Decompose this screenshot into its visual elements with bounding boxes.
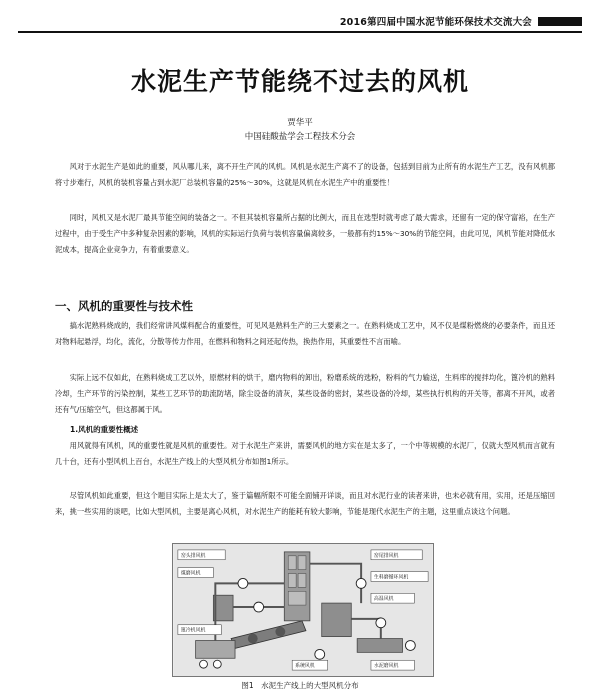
fan-raw-mill bbox=[376, 618, 386, 628]
intro-paragraph-2: 同时，风机又是水泥厂最具节能空间的装备之一。不但其装机容量所占据的比例大，而且在选型时就考虑了最大需求，还留有一定的保守富裕，在生产过程中，由于受生产中多种复杂因素的影响，风机的实际运行负荷与装机容量偏离较多，一般都有约15%～30%的节能空间，由此可见，风机节能对降低水泥成本，提高企业竞争力，有着重要意义。 bbox=[55, 213, 555, 254]
label-cooler-fan: 篦冷机风机 bbox=[180, 627, 206, 634]
cyclone-2 bbox=[298, 556, 306, 570]
plant-diagram bbox=[173, 544, 433, 676]
label-coal-mill-fan: 煤磨风机 bbox=[180, 570, 201, 577]
cement-mill bbox=[357, 639, 402, 653]
fan-high-temp bbox=[356, 578, 366, 588]
label-kiln-head-fan: 窑头排风机 bbox=[180, 552, 206, 559]
cyclone-3 bbox=[288, 574, 296, 588]
author-affiliation: 中国硅酸盐学会工程技术分会 bbox=[244, 132, 356, 142]
raw-mill bbox=[322, 603, 352, 636]
label-raw-mill-fan: 生料磨循环风机 bbox=[373, 574, 409, 581]
intro-paragraph-1: 风对于水泥生产是如此的重要，风从哪儿来，离不开生产风的风机。风机是水泥生产离不了的设备，包括到目前为止所有的水泥生产工艺，没有风机都将寸步难行，风机的装机容量占到水泥厂总装机容量的25%～30%，这就是风机在水泥生产中的重要性！ bbox=[55, 162, 555, 187]
header-decoration-block bbox=[538, 17, 582, 26]
fan-system bbox=[315, 649, 325, 659]
cyclone-1 bbox=[288, 556, 296, 570]
kiln-tyre-2 bbox=[275, 627, 285, 637]
article-title: 水泥生产节能绕不过去的风机 bbox=[130, 67, 469, 96]
section-paragraph-3: 用风就得有风机，风的重要性就是风机的重要性。对于水泥生产来讲，需要风机的地方实在是太多了，一个中等规模的水泥厂，仅就大型风机而言就有几十台，还有小型风机上百台，水泥生产线上的大型风机分布如图1所示。 bbox=[55, 441, 555, 466]
kiln-tyre-1 bbox=[248, 634, 258, 644]
figure-caption: 图1 水泥生产线上的大型风机分布 bbox=[241, 681, 359, 690]
label-system-fan: 系统风机 bbox=[295, 663, 315, 670]
conference-name: 2016第四届中国水泥节能环保技术交流大会 bbox=[339, 17, 532, 28]
author-name: 贾华平 bbox=[287, 118, 313, 128]
fan-cooler-2 bbox=[213, 660, 221, 668]
fan-kiln-head bbox=[238, 578, 248, 588]
section-paragraph-4: 尽管风机如此重要，但这个题目实际上是太大了，鉴于篇幅所限不可能全面铺开详谈，而且对水泥行业的读者来讲，也未必就有用，实用，还是压缩回来，挑一些实用的谈吧，比如大型风机，主要是离心风机，对水泥生产的能耗有较大影响，节能是现代水泥生产的主题，这里重点谈这个问题。 bbox=[55, 491, 555, 516]
calciner bbox=[288, 591, 306, 605]
label-cement-mill-fan: 水泥磨风机 bbox=[373, 663, 399, 670]
fan-cement-mill bbox=[405, 641, 415, 651]
section-paragraph-2: 实际上远不仅如此，在熟料烧成工艺以外，原燃材料的烘干，磨内物料的卸出，粉磨系统的选粉，粉料的气力输送，生料库的搅拌均化，篦冷机的熟料冷却，生产环节的污染控制，某些工艺环节的助流防堵，除尘设备的清灰，某些设备的密封，某些设备的冷却，某些执行机构的开关等，都离不开风，或者还有气/压缩空气，但这都属于风。 bbox=[55, 373, 555, 414]
section-heading: 一、风机的重要性与技术性 bbox=[55, 299, 193, 313]
fan-cooler-1 bbox=[200, 660, 208, 668]
fan-coal-mill bbox=[254, 602, 264, 612]
label-high-temp-fan: 高温风机 bbox=[373, 596, 394, 603]
section-paragraph-1: 搞水泥熟料烧成的，我们经常讲风煤料配合的重要性，可见风是熟料生产的三大要素之一。在熟料烧成工艺中，风不仅是煤粉燃烧的必要条件，而且还对物料起悬浮，均化，流化，分散等传力作用，在燃料和物料之间还起传热，换热作用，其重要性不言而喻。 bbox=[55, 321, 555, 346]
subsection-heading: 1.风机的重要性概述 bbox=[70, 425, 139, 434]
running-header bbox=[340, 14, 582, 28]
header-divider bbox=[18, 31, 582, 33]
cyclone-4 bbox=[298, 574, 306, 588]
figure-fan-distribution-diagram bbox=[172, 543, 434, 677]
label-kiln-tail-fan: 窑尾排风机 bbox=[373, 552, 399, 559]
grate-cooler bbox=[196, 641, 235, 659]
